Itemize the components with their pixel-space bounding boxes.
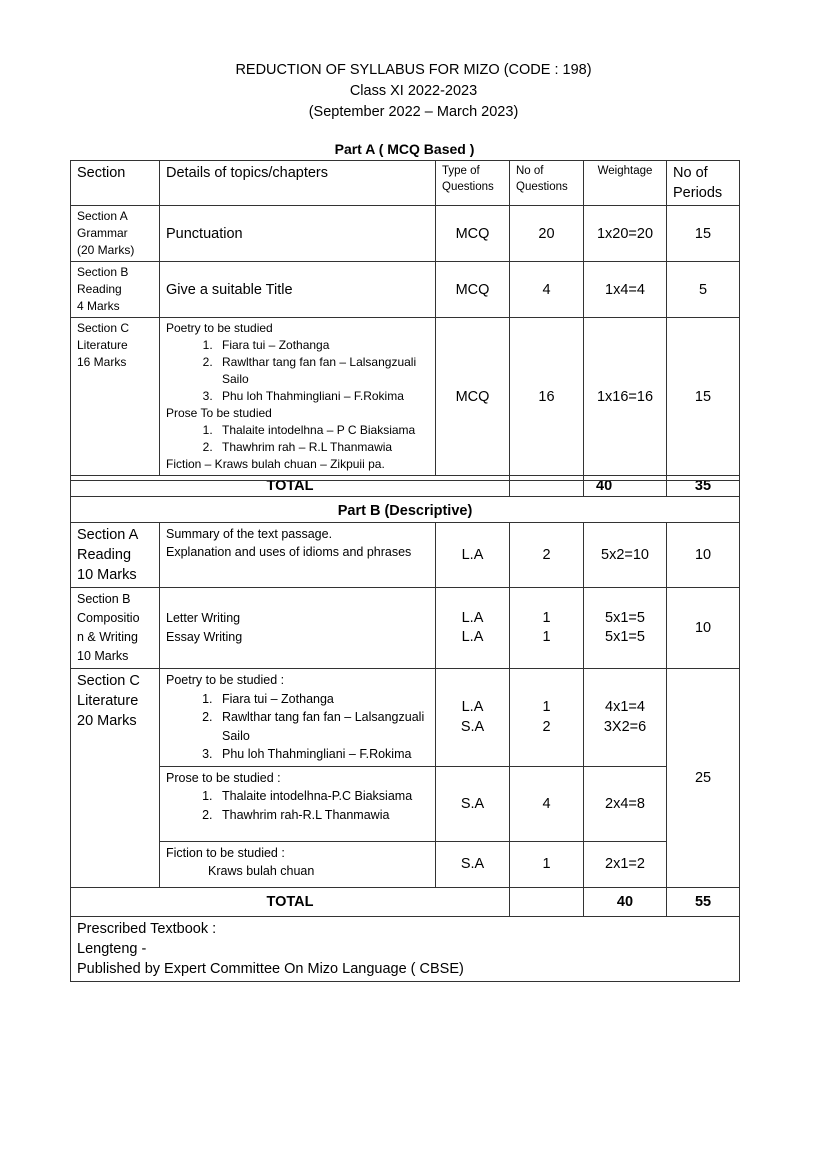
weightage-cell: 1x16=16 bbox=[584, 318, 667, 476]
doc-title: REDUCTION OF SYLLABUS FOR MIZO (CODE : 198) bbox=[235, 62, 592, 78]
num-questions-cell: 1 2 bbox=[510, 669, 584, 767]
type-cell: L.A L.A bbox=[436, 588, 510, 669]
type-cell: L.A S.A bbox=[436, 669, 510, 767]
section-cell: Section A Grammar (20 Marks) bbox=[71, 206, 160, 262]
weightage-cell: 5x1=5 5x1=5 bbox=[584, 588, 667, 669]
textbook-title: Lengteng - bbox=[77, 940, 147, 957]
table-row bbox=[71, 669, 740, 767]
col-header: Section bbox=[71, 161, 160, 206]
weightage-cell: 5x2=10 bbox=[584, 523, 667, 588]
table-row bbox=[71, 523, 740, 588]
type-cell: S.A bbox=[436, 766, 510, 841]
type-cell: S.A bbox=[436, 841, 510, 887]
part-b-table bbox=[70, 480, 740, 982]
textbook-row bbox=[71, 916, 740, 981]
details-cell: Poetry to be studied 1. Fiara tui – Zothanga 2. Rawlthar tang fan fan – Lalsangzuali Sailo 3. Phu loh Thahmingliani – F.Rokima Prose To be studied 1. Thalaite intodelhna – P C Biaksiama 2. Thawhrim rah – R.L Thanmawia Fiction – Kraws bulah chuan – Zikpuii pa. bbox=[160, 318, 436, 476]
col-header: No of Questions bbox=[510, 161, 584, 206]
table-row bbox=[71, 318, 740, 476]
doc-class: Class XI 2022-2023 bbox=[349, 83, 478, 99]
details-cell: Letter Writing Essay Writing bbox=[160, 588, 436, 669]
type-cell: MCQ bbox=[436, 262, 510, 318]
col-header: Weightage bbox=[584, 161, 667, 206]
doc-period: (September 2022 – March 2023) bbox=[308, 104, 519, 120]
table-header-row bbox=[71, 161, 740, 206]
section-cell: Section C Literature 16 Marks bbox=[71, 318, 160, 476]
table-row bbox=[71, 206, 740, 262]
type-cell: MCQ bbox=[436, 206, 510, 262]
section-cell: Section C Literature 20 Marks bbox=[71, 669, 160, 888]
details-cell: Give a suitable Title bbox=[160, 262, 436, 318]
num-questions-cell: 1 bbox=[510, 841, 584, 887]
section-cell: Section A Reading 10 Marks bbox=[71, 523, 160, 588]
document-header bbox=[0, 60, 827, 123]
num-questions-cell: 2 bbox=[510, 523, 584, 588]
part-b-title: Part B (Descriptive) bbox=[71, 481, 740, 523]
table-row bbox=[71, 841, 740, 887]
periods-cell: 5 bbox=[667, 262, 740, 318]
total-row bbox=[71, 887, 740, 916]
total-label: TOTAL bbox=[71, 887, 510, 916]
col-header: Details of topics/chapters bbox=[160, 161, 436, 206]
total-weightage: 40 bbox=[584, 476, 667, 497]
section-cell: Section B Reading 4 Marks bbox=[71, 262, 160, 318]
table-row bbox=[71, 588, 740, 669]
weightage-cell: 1x4=4 bbox=[584, 262, 667, 318]
table-row bbox=[71, 262, 740, 318]
periods-cell: 10 bbox=[667, 588, 740, 669]
num-questions-cell: 20 bbox=[510, 206, 584, 262]
section-cell: Section B Compositio n & Writing 10 Marks bbox=[71, 588, 160, 669]
col-header: No of Periods bbox=[667, 161, 740, 206]
textbook-cell bbox=[71, 916, 740, 981]
num-questions-cell: 1 1 bbox=[510, 588, 584, 669]
periods-cell: 10 bbox=[667, 523, 740, 588]
weightage-cell: 2x4=8 bbox=[584, 766, 667, 841]
details-cell: Punctuation bbox=[160, 206, 436, 262]
weightage-cell: 4x1=4 3X2=6 bbox=[584, 669, 667, 767]
col-header: Type of Questions bbox=[436, 161, 510, 206]
type-cell: L.A bbox=[436, 523, 510, 588]
total-weightage: 40 bbox=[584, 887, 667, 916]
total-label: TOTAL bbox=[71, 476, 510, 497]
type-cell: MCQ bbox=[436, 318, 510, 476]
periods-cell: 15 bbox=[667, 318, 740, 476]
details-cell: Prose to be studied : 1. Thalaite intodelhna-P.C Biaksiama 2. Thawhrim rah-R.L Thanmawia bbox=[160, 766, 436, 841]
part-a-title: Part A ( MCQ Based ) bbox=[334, 141, 475, 157]
table-row bbox=[71, 766, 740, 841]
details-cell: Summary of the text passage. Explanation and uses of idioms and phrases bbox=[160, 523, 436, 588]
total-periods: 35 bbox=[667, 476, 740, 497]
details-cell: Poetry to be studied : 1. Fiara tui – Zothanga 2. Rawlthar tang fan fan – Lalsangzuali Sailo 3. Phu loh Thahmingliani – F.Rokima bbox=[160, 669, 436, 767]
textbook-publisher: Published by Expert Committee On Mizo Language ( CBSE) bbox=[77, 960, 464, 977]
part-a-table bbox=[70, 160, 740, 497]
details-cell: Fiction to be studied : Kraws bulah chuan bbox=[160, 841, 436, 887]
num-questions-cell: 4 bbox=[510, 262, 584, 318]
weightage-cell: 1x20=20 bbox=[584, 206, 667, 262]
part-b-title-row bbox=[71, 481, 740, 523]
num-questions-cell: 16 bbox=[510, 318, 584, 476]
periods-cell: 25 bbox=[667, 669, 740, 888]
textbook-label: Prescribed Textbook : bbox=[77, 920, 217, 937]
total-periods: 55 bbox=[667, 887, 740, 916]
periods-cell: 15 bbox=[667, 206, 740, 262]
weightage-cell: 2x1=2 bbox=[584, 841, 667, 887]
num-questions-cell: 4 bbox=[510, 766, 584, 841]
